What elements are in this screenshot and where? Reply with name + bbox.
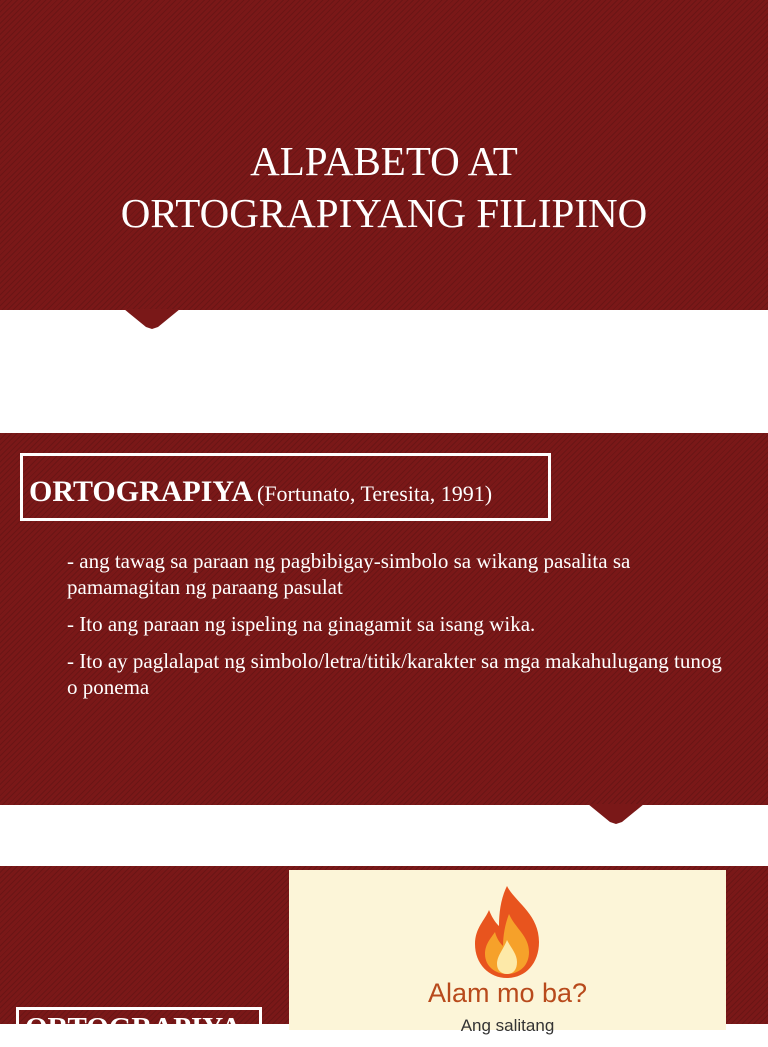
bullet-item: - Ito ay paglalapat ng simbolo/letra/titik/karakter sa mga makahulugang tunog o ponema (67, 649, 722, 699)
slide-notch (124, 309, 180, 331)
citation-text: (Fortunato, Teresita, 1991) (257, 481, 493, 506)
title-line-2: ORTOGRAPIYANG FILIPINO (120, 190, 648, 236)
card-subtitle: Ang salitang (460, 1016, 555, 1035)
alam-mo-ba-slide (0, 866, 768, 1044)
slide-title (0, 135, 768, 239)
flame-icon (469, 884, 545, 980)
bullet-item: - Ito ang paraan ng ispeling na ginagamit sa isang wika. (67, 612, 536, 636)
bullet-list (67, 548, 727, 711)
slide-notch (588, 804, 644, 826)
heading-box (20, 453, 551, 521)
heading-text: ORTOGRAPIYA (29, 475, 253, 508)
card-title: Alam mo ba? (427, 978, 588, 1008)
title-slide (0, 0, 768, 310)
bullet-item: - ang tawag sa paraan ng pagbibigay-simbolo sa wikang pasalita sa pamamagitan ng paraang pasulat (67, 549, 631, 599)
alam-mo-ba-card (289, 870, 726, 1035)
definition-slide (0, 433, 768, 805)
heading-text: ORTOGRAPIYA (25, 1012, 242, 1044)
heading-box (16, 1007, 262, 1047)
title-line-1: ALPABETO AT (250, 138, 518, 184)
